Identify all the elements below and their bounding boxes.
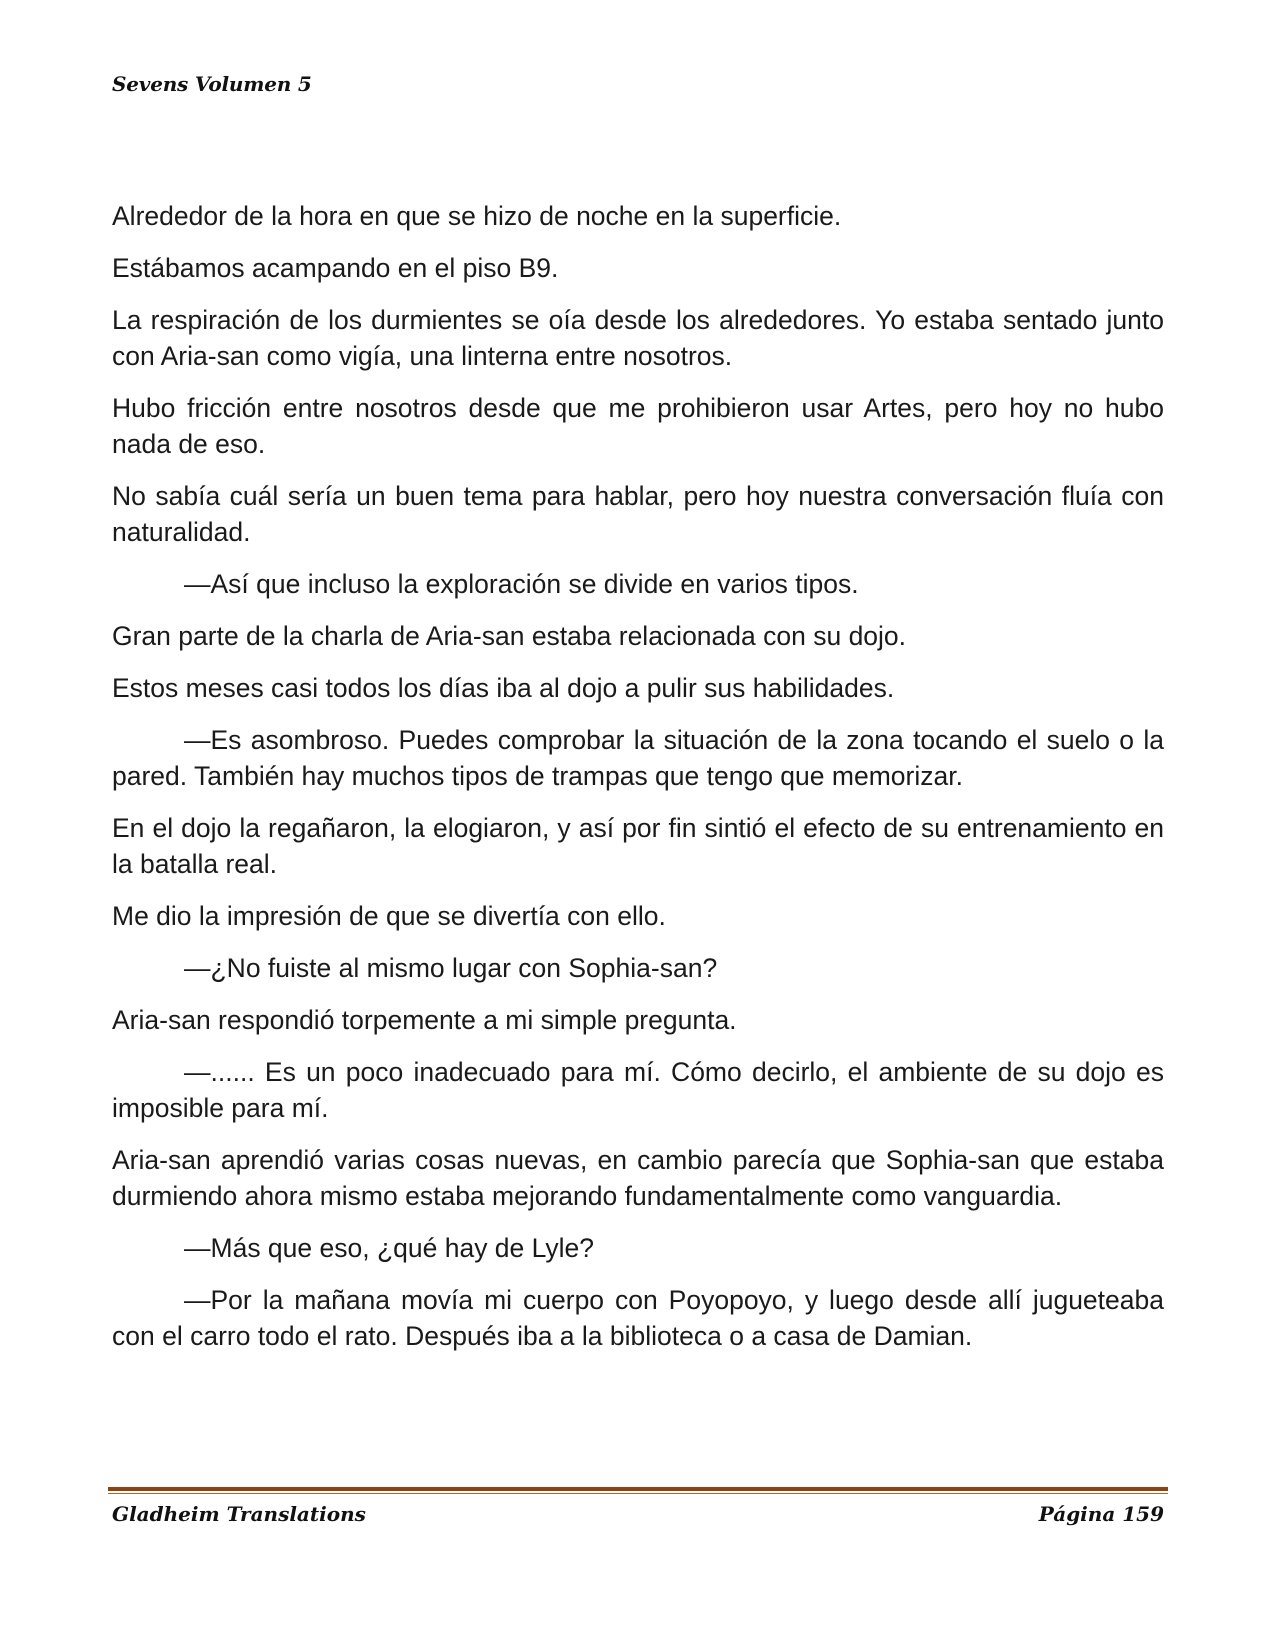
paragraph: —Es asombroso. Puedes comprobar la situación de la zona tocando el suelo o la pared. También hay muchos tipos de trampas que tengo que memorizar. — [112, 725, 1164, 791]
footer-left: Gladheim Translations — [112, 1502, 366, 1526]
paragraph: —Por la mañana movía mi cuerpo con Poyopoyo, y luego desde allí jugueteaba con el carro todo el rato. Después iba a la biblioteca o a casa de Damian. — [112, 1285, 1164, 1351]
paragraph: —...... Es un poco inadecuado para mí. Cómo decirlo, el ambiente de su dojo es imposible para mí. — [112, 1057, 1164, 1123]
paragraph: No sabía cuál sería un buen tema para hablar, pero hoy nuestra conversación fluía con naturalidad. — [112, 481, 1164, 547]
paragraph: Hubo fricción entre nosotros desde que me prohibieron usar Artes, pero hoy no hubo nada de eso. — [112, 393, 1164, 459]
paragraph: Estábamos acampando en el piso B9. — [112, 253, 559, 283]
running-header: Sevens Volumen 5 — [112, 72, 312, 96]
footer-right: Página 159 — [1038, 1502, 1164, 1526]
paragraph: —Así que incluso la exploración se divide en varios tipos. — [184, 569, 859, 599]
paragraph: Aria-san respondió torpemente a mi simple pregunta. — [112, 1005, 737, 1035]
paragraph: Me dio la impresión de que se divertía con ello. — [112, 901, 666, 931]
paragraph: Aria-san aprendió varias cosas nuevas, en cambio parecía que Sophia-san que estaba durmiendo ahora mismo estaba mejorando fundamentalmente como vanguardia. — [112, 1145, 1164, 1211]
paragraph: En el dojo la regañaron, la elogiaron, y así por fin sintió el efecto de su entrenamiento en la batalla real. — [112, 813, 1164, 879]
body-text — [112, 198, 1164, 1370]
paragraph: Estos meses casi todos los días iba al dojo a pulir sus habilidades. — [112, 673, 895, 703]
footer-rule-thick — [108, 1487, 1168, 1491]
footer-rule — [108, 1487, 1168, 1493]
paragraph: La respiración de los durmientes se oía desde los alrededores. Yo estaba sentado junto con Aria-san como vigía, una linterna entre nosotros. — [112, 305, 1164, 371]
footer-rule-thin — [108, 1493, 1168, 1494]
paragraph: —¿No fuiste al mismo lugar con Sophia-san? — [184, 953, 718, 983]
paragraph: —Más que eso, ¿qué hay de Lyle? — [184, 1233, 595, 1263]
paragraph: Gran parte de la charla de Aria-san estaba relacionada con su dojo. — [112, 621, 907, 651]
paragraph: Alrededor de la hora en que se hizo de noche en la superficie. — [112, 201, 842, 231]
